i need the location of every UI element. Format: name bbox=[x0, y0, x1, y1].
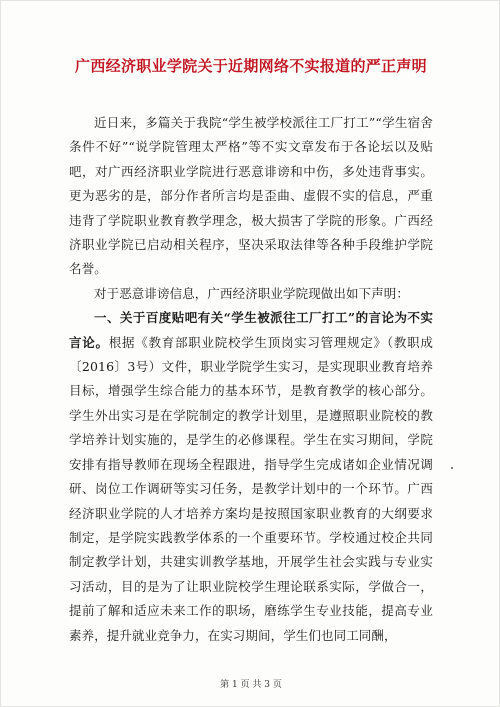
document-title: 广西经济职业学院关于近期网络不实报道的严正声明 bbox=[75, 57, 427, 75]
point-one-heading: 一、关于百度贴吧有关“学生被派往工厂打工”的言论为不实言论。 bbox=[69, 310, 433, 350]
page-footer: 第 1 页 共 3 页 bbox=[220, 680, 282, 690]
paragraph-statement-lead bbox=[69, 282, 433, 306]
document-body bbox=[69, 111, 433, 648]
scan-speck bbox=[451, 467, 453, 469]
paragraph-intro bbox=[69, 111, 433, 282]
paragraph-statement-lead-text: 对于恶意诽谤信息，广西经济职业学院现做出如下声明： bbox=[94, 285, 410, 301]
paragraph-intro-text: 近日来，多篇关于我院“学生被学校派往工厂打工”“学生宿舍条件不好”“说学院管理太严格”等不实文章发布于各论坛以及贴吧，对广西经济职业学院进行恶意诽谤和中伤，多处违背事实。更为恶劣的是，部分作者所言均是歪曲、虚假不实的信息，严重违背了学院职业教育教学理念，极大损害了学院的形象。广西经济职业学院已启动相关程序，坚决采取法律等各种手段维护学院名誉。 bbox=[69, 115, 433, 277]
paragraph-point-one bbox=[69, 306, 433, 648]
point-one-text: 根据《教育部职业院校学生顶岗实习管理规定》（教职成〔2016〕3号）文件，职业学院学生实习，是实现职业教育培养目标，增强学生综合能力的基本环节，是教育教学的核心部分。学生外出实习是在学院制定的教学计划里，是遵照职业院校的教学培养计划实施的，是学生的必修课程。学生在实习期间，学院安排有指导教师在现场全程跟进，指导学生完成诸如企业情况调研、岗位工作调研等实习任务，是教学计划中的一个环节。广西经济职业学院的人才培养方案均是按照国家职业教育的大纲要求制定，是学院实践教学体系的一个重要环节。学校通过校企共同制定教学计划，共建实训教学基地，开展学生社会实践与专业实习活动，目的是为了让职业院校学生理论联系实际，学做合一，提前了解和适应未来工作的职场，磨练学生专业技能，提高专业素养，提升就业竞争力，在实习期间，学生们也同工同酬， bbox=[69, 334, 433, 643]
